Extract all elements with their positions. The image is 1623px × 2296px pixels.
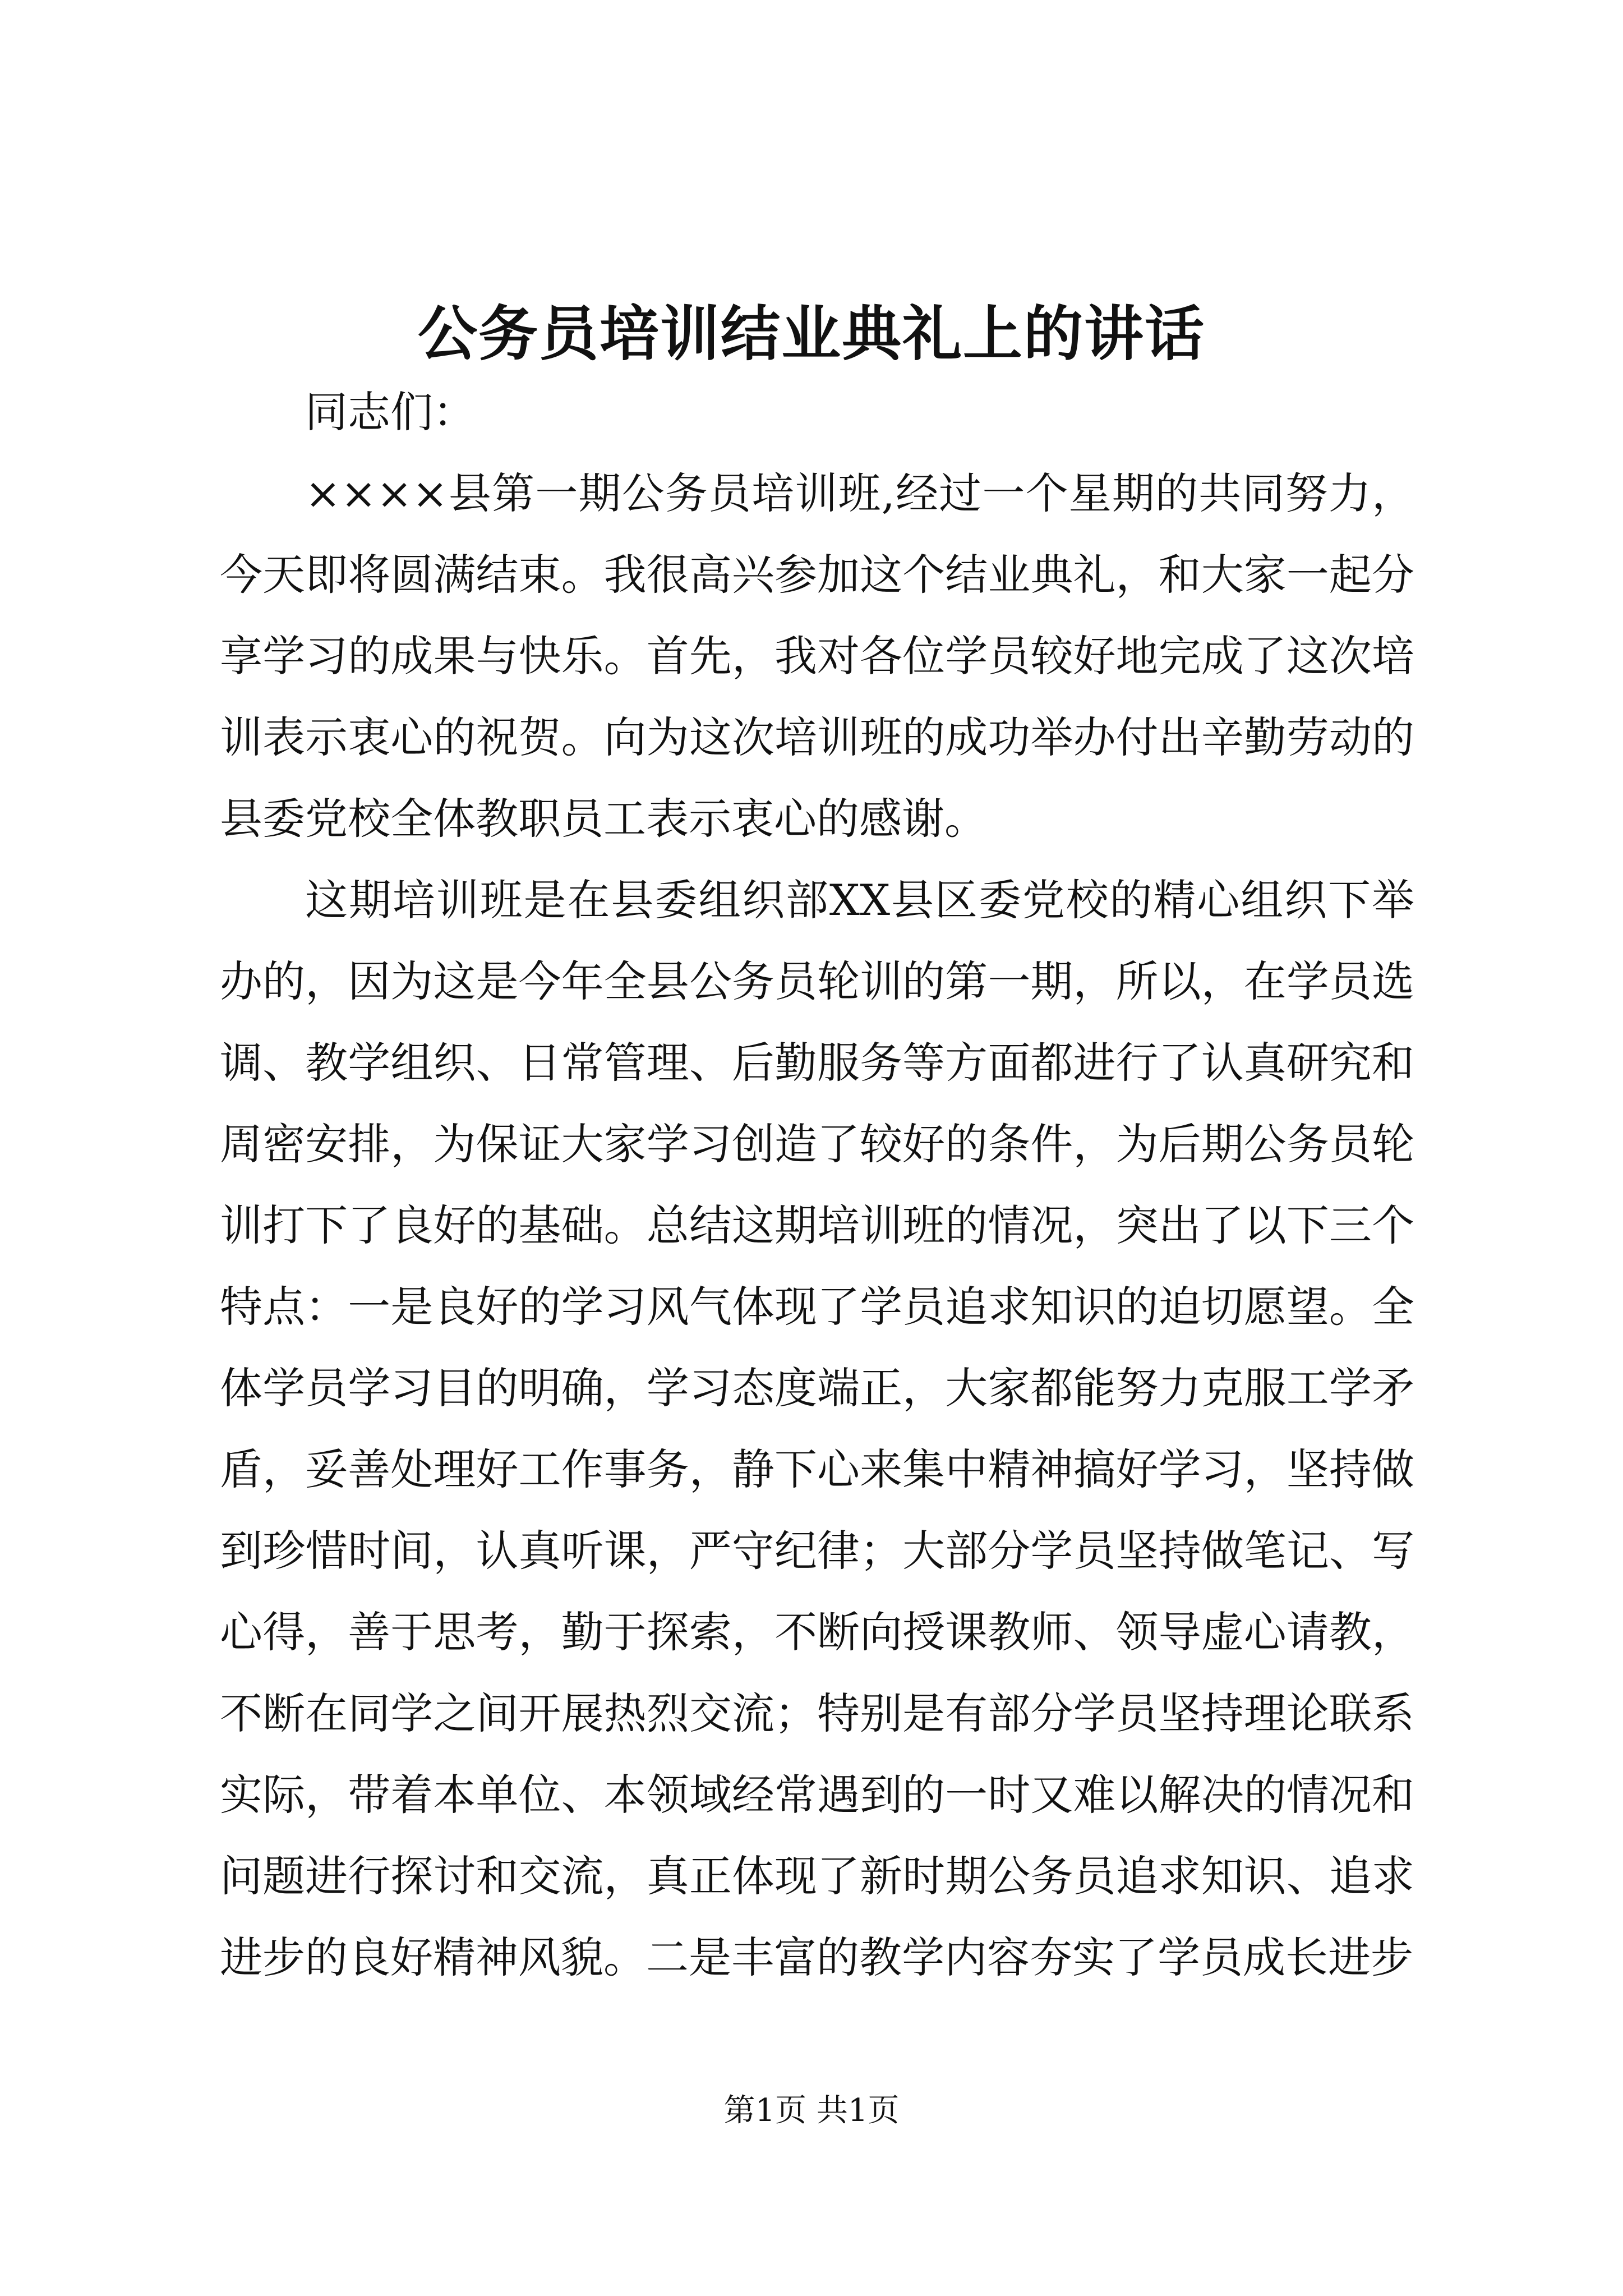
salutation: 同志们： [305, 387, 476, 437]
paragraph-1: ××××县第一期公务员培训班,经过一个星期的共同努力，今天即将圆满结束。我很高兴参加这个结业典礼，和大家一起分享学习的成果与快乐。首先，我对各位学员较好地完成了这次培训表示衷心的祝贺。向为这次培训班的成功举办付出辛勤劳动的县委党校全体教职员工表示衷心的感谢。 [220, 468, 1414, 844]
paragraph-2: 这期培训班是在县委组织部XX县区委党校的精心组织下举办的，因为这是今年全县公务员轮训的第一期，所以，在学员选调、教学组织、日常管理、后勤服务等方面都进行了认真研究和周密安排，为保证大家学习创造了较好的条件，为后期公务员轮训打下了良好的基础。总结这期培训班的情况，突出了以下三个特点：一是良好的学习风气体现了学员追求知识的迫切愿望。全体学员学习目的明确，学习态度端正，大家都能努力克服工学矛盾，妥善处理好工作事务，静下心来集中精神搞好学习，坚持做到珍惜时间，认真听课，严守纪律；大部分学员坚持做笔记、写心得，善于思考，勤于探索，不断向授课教师、领导虚心请教，不断在同学之间开展热烈交流；特别是有部分学员坚持理论联系实际，带着本单位、本领域经常遇到的一时又难以解决的情况和问题进行探讨和交流，真正体现了新时期公务员追求知识、追求进步的良好精神风貌。二是丰富的教学内容夯实了学员成长进步 [220, 875, 1414, 1982]
document-title: 公务员培训结业典礼上的讲话 [418, 298, 1205, 369]
page-footer: 第1页 共1页 [723, 2092, 900, 2129]
document-body [220, 371, 1414, 1998]
